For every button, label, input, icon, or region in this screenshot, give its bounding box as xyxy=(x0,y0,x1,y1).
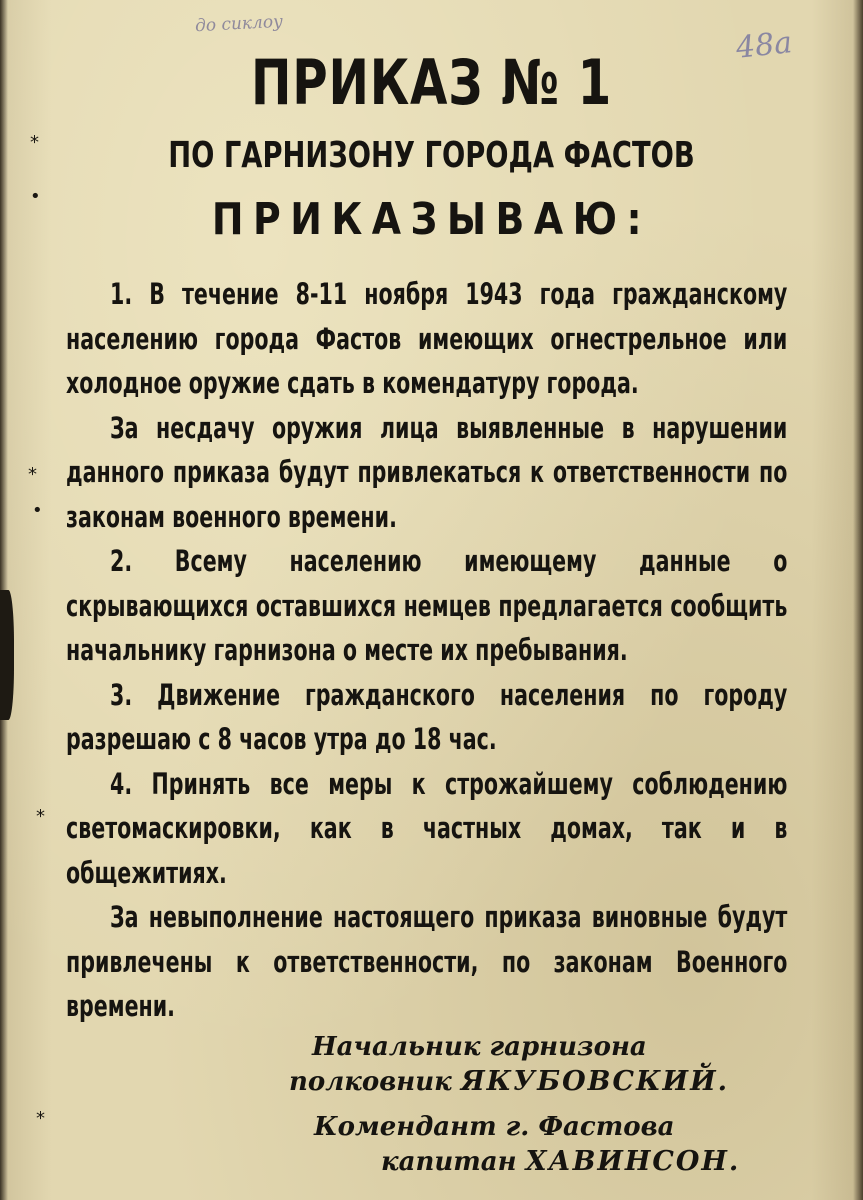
archive-handwritten-note: до сиклоу xyxy=(194,11,284,37)
signature-garrison-chief-rank: полковник xyxy=(289,1067,452,1097)
order-closing-paragraph: За невыполнение настоящего приказа виновные будут привлечены к ответственности, по законам Военного времени. xyxy=(66,900,788,1023)
margin-mark: • xyxy=(32,500,43,521)
signature-commandant-title: Комендант г. Фастова xyxy=(314,1112,675,1142)
order-subtitle: ПО ГАРНИЗОНУ ГОРОДА ФАСТОВ xyxy=(168,135,695,176)
order-title: ПРИКАЗ № 1 xyxy=(250,46,613,119)
order-paragraph-3: 3. Движение гражданского населения по городу разрешаю с 8 часов утра до 18 час. xyxy=(66,677,788,756)
order-paragraph-4: 4. Принять все меры к строжайшему соблюдению светомаскировки, как в частных домах, так и в общежитиях. xyxy=(66,766,788,890)
paper-edge-right xyxy=(853,0,863,1200)
margin-mark: * xyxy=(28,464,37,485)
order-paragraph-1: 1. В течение 8-11 ноября 1943 года гражданскому населению города Фастов имеющих огнестрельное или холодное оружие сдать в комендатуру города. xyxy=(66,277,788,400)
archive-page-number: 48а xyxy=(734,25,794,66)
margin-mark: * xyxy=(36,1108,45,1129)
signature-commandant-name: ХАВИНСОН. xyxy=(525,1146,741,1177)
paper-tear xyxy=(0,590,14,720)
order-paragraph-1-penalty: За несдачу оружия лица выявленные в нарушении данного приказа будут привлекаться к ответственности по законам военного времени. xyxy=(66,410,788,534)
margin-mark: * xyxy=(30,132,39,153)
signature-garrison-chief-name: ЯКУБОВСКИЙ. xyxy=(460,1066,729,1097)
order-paragraph-2: 2. Всему населению имеющему данные о скрывающихся оставшихся немцев предлагается сообщить начальнику гарнизона о месте их пребывания. xyxy=(66,544,788,667)
order-body xyxy=(66,272,787,1029)
margin-mark: • xyxy=(30,186,41,207)
signature-garrison-chief xyxy=(289,1068,729,1095)
signature-commandant-rank: капитан xyxy=(381,1147,517,1177)
order-heading: ПРИКАЗЫВАЮ: xyxy=(211,194,652,245)
signature-garrison-chief-title: Начальник гарнизона xyxy=(312,1032,647,1062)
signature-commandant xyxy=(381,1148,740,1175)
margin-mark: * xyxy=(36,806,45,827)
